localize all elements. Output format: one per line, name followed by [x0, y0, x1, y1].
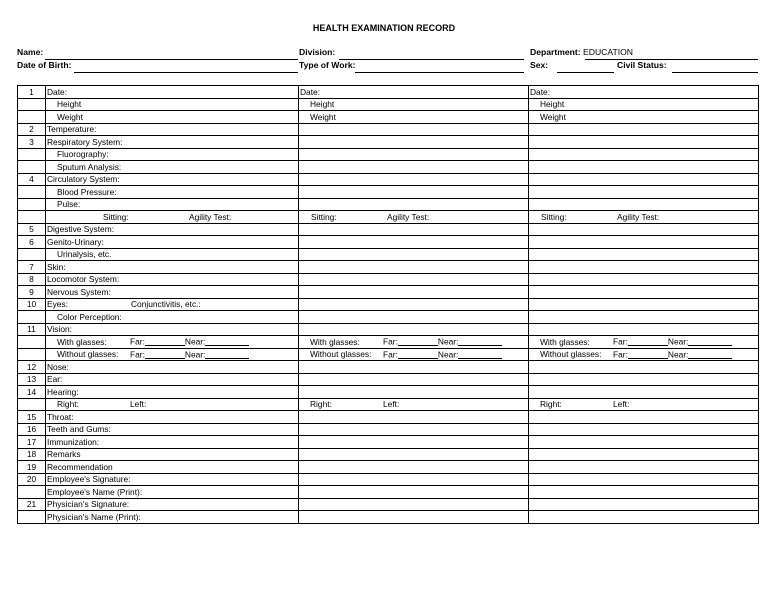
table-row: [18, 323, 759, 336]
row-number: 10: [18, 298, 46, 311]
conjunctivitis-label: Conjunctivitis, etc.:: [131, 299, 201, 310]
row-number: 18: [18, 448, 46, 461]
left-label: Left:: [613, 399, 630, 410]
digestive-cell[interactable]: Digestive System:: [46, 223, 299, 236]
work-field[interactable]: [299, 61, 524, 73]
employee-name-cell[interactable]: Employee's Name (Print):: [46, 486, 299, 499]
table-row: [18, 123, 759, 136]
color-perception-cell[interactable]: Color Perception:: [46, 311, 299, 324]
row-number: 12: [18, 361, 46, 374]
left-label: Left:: [383, 399, 400, 410]
civil-label: Civil Status:: [617, 60, 667, 70]
height-cell[interactable]: Height: [299, 98, 529, 111]
table-row: [18, 311, 759, 324]
weight-cell[interactable]: Weight: [299, 111, 529, 124]
without-glasses-label: Without glasses:: [310, 349, 372, 360]
table-row: [18, 211, 759, 224]
table-row: [18, 261, 759, 274]
left-label: Left:: [130, 399, 147, 410]
department-value: EDUCATION: [583, 47, 633, 57]
row-number: 21: [18, 498, 46, 511]
eyes-label: Eyes:: [47, 299, 68, 310]
nose-cell[interactable]: Nose:: [46, 361, 299, 374]
row-number: 1: [18, 86, 46, 99]
row-number: 15: [18, 411, 46, 424]
sitting-label: Sitting:: [311, 211, 337, 222]
weight-cell[interactable]: Weight: [529, 111, 759, 124]
right-left-cell[interactable]: [299, 398, 529, 411]
civil-line: [672, 61, 758, 73]
employee-signature-cell[interactable]: Employee's Signature:: [46, 473, 299, 486]
circulatory-cell[interactable]: Circulatory System:: [46, 173, 299, 186]
row-number: 19: [18, 461, 46, 474]
with-glasses-cell[interactable]: [46, 336, 299, 349]
table-row: [18, 173, 759, 186]
table-row: [18, 436, 759, 449]
height-cell[interactable]: Height: [46, 98, 299, 111]
far-label: Far:: [130, 336, 145, 347]
row-number: 7: [18, 261, 46, 274]
with-glasses-label: With glasses:: [540, 336, 590, 347]
with-glasses-label: With glasses:: [57, 336, 107, 347]
table-row: [18, 511, 759, 524]
department-label: Department:: [530, 47, 581, 57]
height-cell[interactable]: Height: [529, 98, 759, 111]
name-label: Name:: [17, 47, 44, 57]
with-glasses-cell[interactable]: [529, 336, 759, 349]
dob-field[interactable]: [17, 61, 298, 73]
right-left-cell[interactable]: [529, 398, 759, 411]
recommendation-cell[interactable]: Recommendation: [46, 461, 299, 474]
name-line: [45, 48, 298, 60]
sex-line: [557, 61, 614, 73]
division-line: [339, 48, 524, 60]
agility-label: Agility Test:: [387, 211, 430, 222]
table-row: [18, 361, 759, 374]
locomotor-cell[interactable]: Locomotor System:: [46, 273, 299, 286]
immunization-cell[interactable]: Immunization:: [46, 436, 299, 449]
sitting-agility-cell[interactable]: [529, 211, 759, 224]
table-row: [18, 461, 759, 474]
row-number: 6: [18, 236, 46, 249]
fluorography-cell[interactable]: Fluorography:: [46, 148, 299, 161]
near-label: Near:: [184, 349, 206, 360]
table-row: [18, 498, 759, 511]
respiratory-cell[interactable]: Respiratory System:: [46, 136, 299, 149]
near-label: Near:: [667, 349, 689, 360]
with-glasses-label: With glasses:: [310, 336, 360, 347]
row-number: 16: [18, 423, 46, 436]
row-number: 14: [18, 386, 46, 399]
division-field[interactable]: [299, 48, 524, 60]
table-row: [18, 273, 759, 286]
near-label: Near:: [184, 336, 206, 347]
table-row: [18, 448, 759, 461]
page-title: HEALTH EXAMINATION RECORD: [312, 23, 456, 33]
table-row: [18, 236, 759, 249]
physician-signature-cell[interactable]: Physician's Signature:: [46, 498, 299, 511]
eyes-cell[interactable]: [46, 298, 299, 311]
sitting-agility-cell[interactable]: [299, 211, 529, 224]
row-number: 11: [18, 323, 46, 336]
table-row: [18, 336, 759, 349]
weight-cell[interactable]: Weight: [46, 111, 299, 124]
dob-line: [74, 61, 298, 73]
table-row: [18, 348, 759, 361]
sex-civil-field[interactable]: [530, 61, 758, 73]
table-row: [18, 386, 759, 399]
table-row: [18, 298, 759, 311]
genito-cell[interactable]: Genito-Urinary:: [46, 236, 299, 249]
table-row: [18, 486, 759, 499]
hearing-cell[interactable]: Hearing:: [46, 386, 299, 399]
date-cell[interactable]: Date:: [529, 86, 759, 99]
row-number: 13: [18, 373, 46, 386]
ear-cell[interactable]: Ear:: [46, 373, 299, 386]
table-row: [18, 473, 759, 486]
row-number: 4: [18, 173, 46, 186]
throat-cell[interactable]: Throat:: [46, 411, 299, 424]
without-glasses-cell[interactable]: [299, 348, 529, 361]
table-row: [18, 136, 759, 149]
urinalysis-cell[interactable]: Urinalysis, etc.: [46, 248, 299, 261]
department-line: [585, 48, 758, 60]
table-row: [18, 411, 759, 424]
with-glasses-cell[interactable]: [299, 336, 529, 349]
table-row: [18, 111, 759, 124]
right-left-cell[interactable]: [46, 398, 299, 411]
near-label: Near:: [437, 336, 459, 347]
work-label: Type of Work:: [299, 60, 356, 70]
nervous-cell[interactable]: Nervous System:: [46, 286, 299, 299]
date-cell[interactable]: Date:: [46, 86, 299, 99]
far-label: Far:: [383, 349, 398, 360]
table-row: [18, 398, 759, 411]
temperature-cell[interactable]: Temperature:: [46, 123, 299, 136]
department-field[interactable]: [530, 48, 758, 60]
without-glasses-label: Without glasses:: [57, 349, 119, 360]
table-row: [18, 373, 759, 386]
far-label: Far:: [383, 336, 398, 347]
remarks-cell[interactable]: Remarks: [46, 448, 299, 461]
dob-label: Date of Birth:: [17, 60, 72, 70]
without-glasses-cell[interactable]: [46, 348, 299, 361]
row-number: 5: [18, 223, 46, 236]
sitting-label: Sitting:: [103, 211, 129, 222]
table-row: [18, 198, 759, 211]
table-row: [18, 98, 759, 111]
right-label: Right:: [540, 399, 562, 410]
physician-name-cell[interactable]: Physician's Name (Print):: [46, 511, 299, 524]
sex-label: Sex:: [530, 60, 549, 70]
pulse-cell[interactable]: Pulse:: [46, 198, 299, 211]
sitting-label: Sitting:: [541, 211, 567, 222]
table-row: [18, 423, 759, 436]
sputum-cell[interactable]: Sputum Analysis:: [46, 161, 299, 174]
without-glasses-cell[interactable]: [529, 348, 759, 361]
near-label: Near:: [667, 336, 689, 347]
right-label: Right:: [310, 399, 332, 410]
work-line: [355, 61, 524, 73]
exam-table: [17, 85, 759, 524]
vision-cell[interactable]: Vision:: [46, 323, 299, 336]
table-row: [18, 86, 759, 99]
row-number: 17: [18, 436, 46, 449]
date-cell[interactable]: Date:: [299, 86, 529, 99]
right-label: Right:: [57, 399, 79, 410]
agility-label: Agility Test:: [189, 211, 232, 222]
far-label: Far:: [613, 349, 628, 360]
far-label: Far:: [613, 336, 628, 347]
table-row: [18, 223, 759, 236]
row-number: 3: [18, 136, 46, 149]
table-row: [18, 161, 759, 174]
table-row: [18, 248, 759, 261]
sitting-agility-cell[interactable]: [46, 211, 299, 224]
name-field[interactable]: [17, 48, 298, 60]
division-label: Division:: [299, 47, 336, 57]
teeth-cell[interactable]: Teeth and Gums:: [46, 423, 299, 436]
near-label: Near:: [437, 349, 459, 360]
row-number: 20: [18, 473, 46, 486]
table-row: [18, 148, 759, 161]
without-glasses-label: Without glasses:: [540, 349, 602, 360]
skin-cell[interactable]: Skin:: [46, 261, 299, 274]
far-label: Far:: [130, 349, 145, 360]
table-row: [18, 186, 759, 199]
agility-label: Agility Test:: [617, 211, 660, 222]
bp-cell[interactable]: Blood Pressure:: [46, 186, 299, 199]
table-row: [18, 286, 759, 299]
row-number: 8: [18, 273, 46, 286]
row-number: 9: [18, 286, 46, 299]
row-number: 2: [18, 123, 46, 136]
